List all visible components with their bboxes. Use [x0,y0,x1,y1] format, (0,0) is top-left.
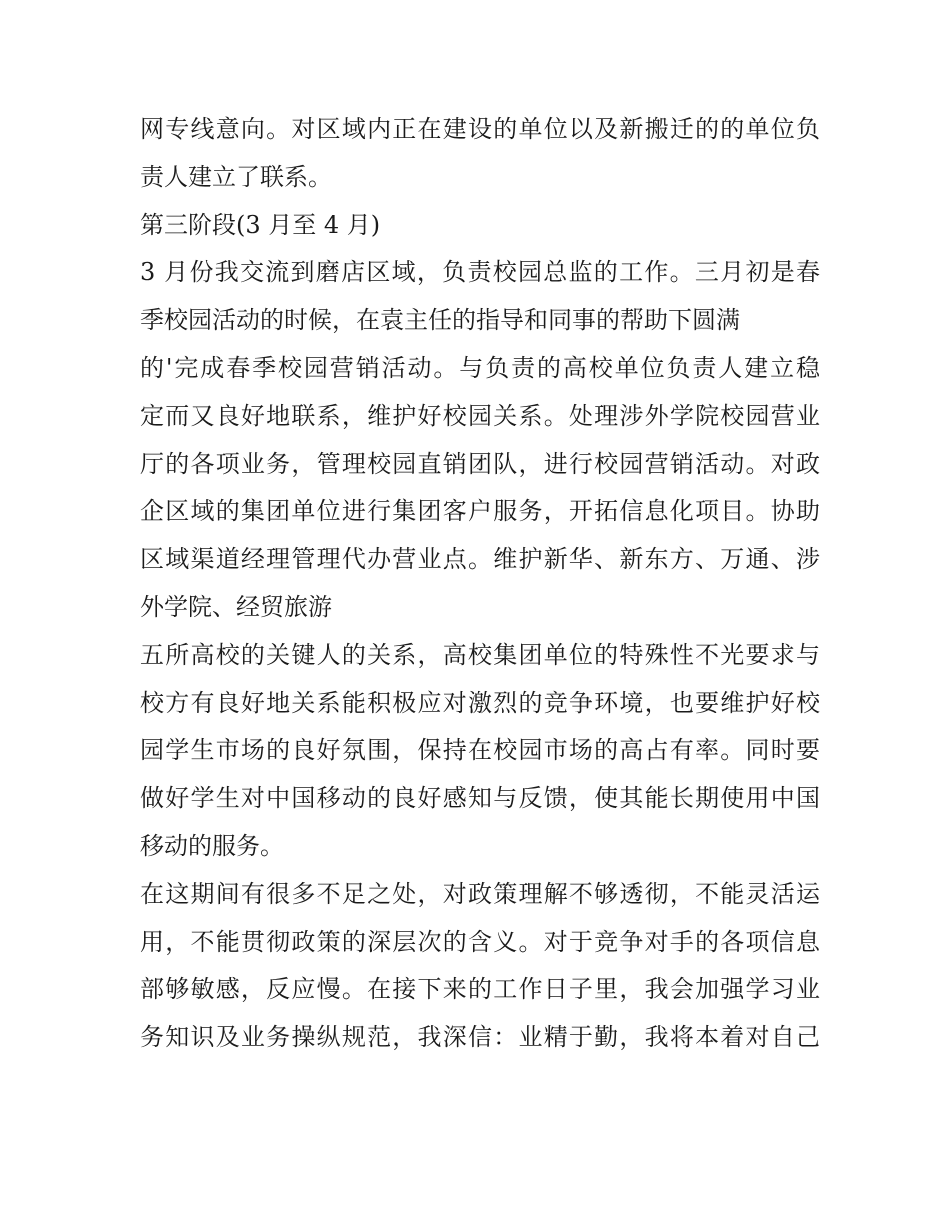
text-line: 园学生市场的良好氛围，保持在校园市场的高占有率。同时要 [140,736,820,765]
text-line: 企区域的集团单位进行集团客户服务，开拓信息化项目。协助 [140,497,820,526]
text-line: 在这期间有很多不足之处，对政策理解不够透彻，不能灵活运 [140,879,820,908]
text-line: 校方有良好地关系能积极应对激烈的竞争环境，也要维护好校 [140,688,820,717]
text-line: 的'完成春季校园营销活动。与负责的高校单位负责人建立稳 [140,353,820,382]
text-line: 责人建立了联系。 [140,162,332,191]
text-line: 移动的服务。 [140,831,284,860]
text-line: 外学院、经贸旅游 [140,592,332,621]
text-line: 厅的各项业务，管理校园直销团队，进行校园营销活动。对政 [140,449,820,478]
text-line: 3 月份我交流到磨店区域，负责校园总监的工作。三月初是春 [140,258,820,287]
text-line: 部够敏感，反应慢。在接下来的工作日子里，我会加强学习业 [140,975,820,1004]
text-line: 务知识及业务操纵规范，我深信：业精于勤，我将本着对自己 [140,1023,820,1052]
text-line: 网专线意向。对区域内正在建设的单位以及新搬迁的的单位负 [140,115,820,143]
document-page [140,106,820,1062]
text-line: 用，不能贯彻政策的深层次的含义。对于竞争对手的各项信息 [140,927,820,956]
text-line: 定而又良好地联系，维护好校园关系。处理涉外学院校园营业 [140,401,820,430]
text-line: 做好学生对中国移动的良好感知与反馈，使其能长期使用中国 [140,784,820,813]
text-line: 区域渠道经理管理代办营业点。维护新华、新东方、万通、涉 [140,545,820,574]
section-heading: 第三阶段(3 月至 4 月) [140,210,381,239]
text-line: 五所高校的关键人的关系，高校集团单位的特殊性不光要求与 [140,640,820,669]
text-line: 季校园活动的时候，在袁主任的指导和同事的帮助下圆满 [140,306,740,335]
